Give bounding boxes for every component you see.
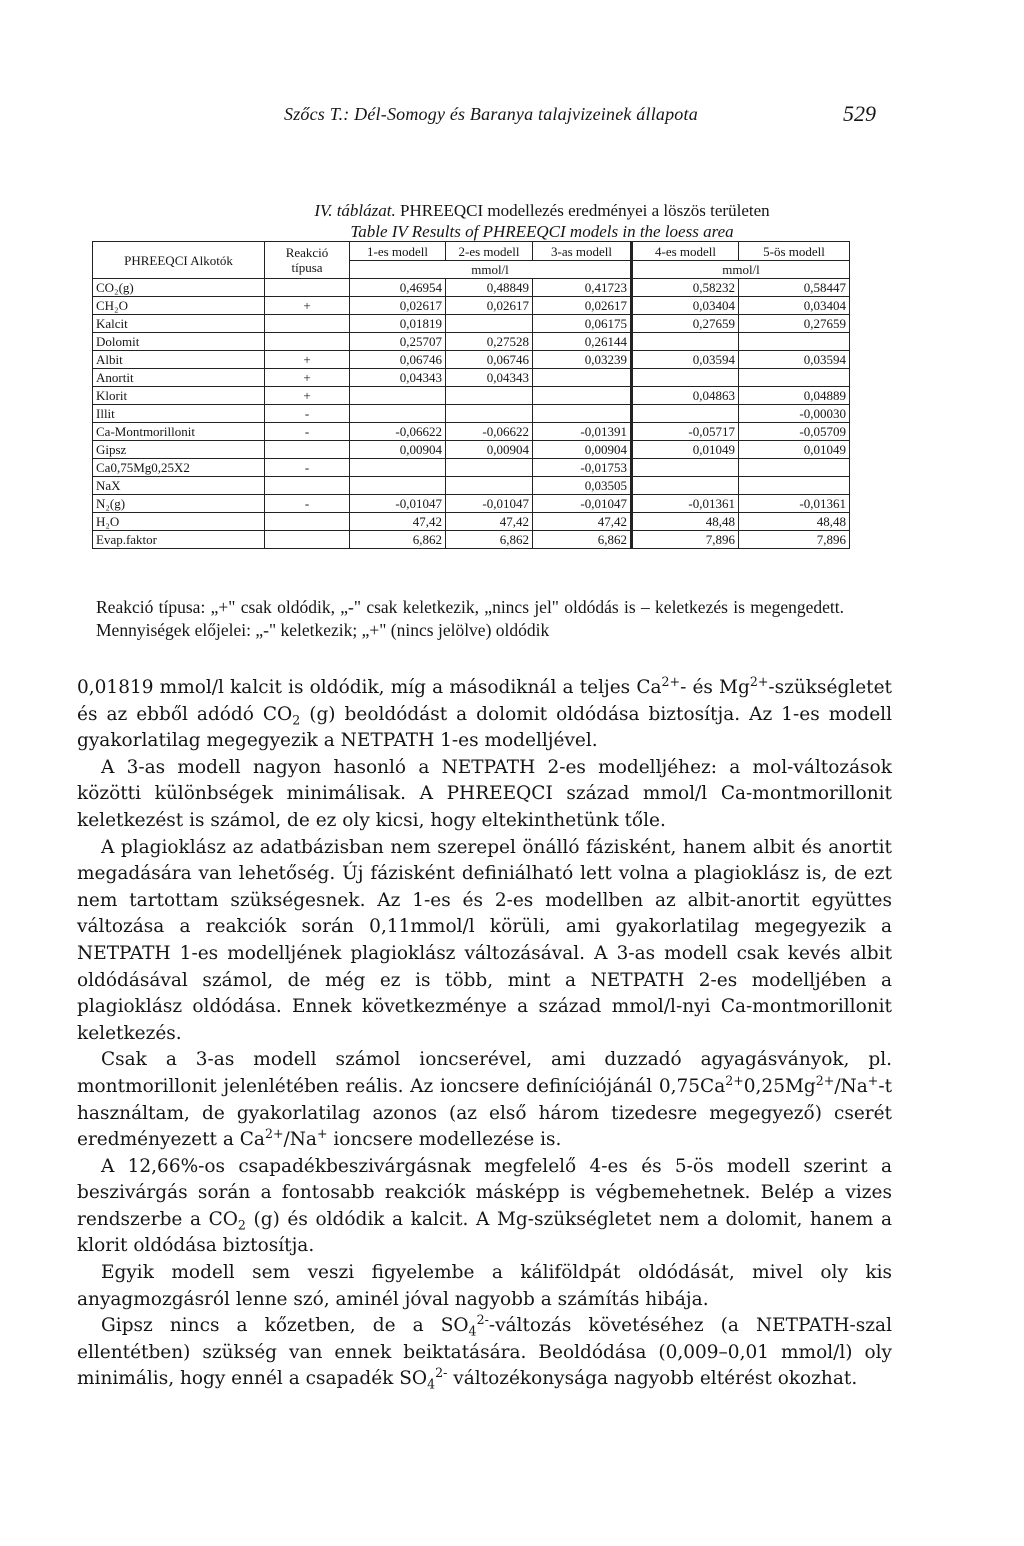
header-reaction-type [265,242,350,279]
cell-model-2 [446,315,533,333]
cell-model-5: 48,48 [739,513,850,531]
cell-model-4: 0,27659 [632,315,739,333]
cell-model-5: 0,04889 [739,387,850,405]
cell-model-1: 47,42 [350,513,446,531]
cell-name: CH₂O [93,297,265,315]
cell-model-4: 0,03594 [632,351,739,369]
table-row [93,315,850,333]
cell-model-4: 48,48 [632,513,739,531]
cell-model-5 [739,477,850,495]
table-row [93,513,850,531]
cell-model-2: 6,862 [446,531,533,549]
page-number: 529 [843,101,876,126]
cell-reaction-type: + [265,369,350,387]
cell-reaction-type: - [265,459,350,477]
table-caption [0,201,1024,221]
cell-name: Ca-Montmorillonit [93,423,265,441]
cell-model-5: 7,896 [739,531,850,549]
table-row [93,405,850,423]
cell-model-4: -0,01361 [632,495,739,513]
cell-reaction-type [265,333,350,351]
cell-model-2 [446,405,533,423]
paragraph-4 [77,1047,892,1153]
cell-name: Dolomit [93,333,265,351]
cell-name: Albit [93,351,265,369]
table-row [93,423,850,441]
cell-model-3: -0,01047 [533,495,632,513]
cell-model-3: 0,26144 [533,333,632,351]
cell-model-5: 0,03404 [739,297,850,315]
p4-sup-2: 2+ [815,1072,835,1088]
cell-model-3: 47,42 [533,513,632,531]
p1-sub-1: 2 [292,712,301,728]
cell-model-5 [739,459,850,477]
cell-model-5: 0,01049 [739,441,850,459]
cell-model-3: 0,00904 [533,441,632,459]
p1-text-b: - és Mg [680,677,750,698]
cell-model-2: 0,27528 [446,333,533,351]
cell-name: CO₂(g) [93,279,265,297]
table-row [93,495,850,513]
header-unit-b: mmol/l [632,261,850,279]
cell-name: Evap.faktor [93,531,265,549]
paragraph-2: A 3-as modell nagyon hasonló a NETPATH 2-es modelljéhez: a mol-változások közötti különbségek minimálisak. A PHREEQCI század mmol/l Ca-montmorillonit keletkezést is számol, de ez oly kicsi, hogy eltekinthetünk tőle. [77,756,892,831]
p7-text-c: változékonysága nagyobb eltérést okozhat. [447,1368,858,1390]
p4-text-d: -t használtam, de gyakorlatilag azonos (az első három tizedesre megegyező) cserét eredményezett a Ca [77,1075,892,1151]
cell-model-4 [632,405,739,423]
cell-model-2 [446,387,533,405]
table-row [93,333,850,351]
cell-model-4: 0,58232 [632,279,739,297]
cell-name: Gipsz [93,441,265,459]
paragraph-7 [77,1313,892,1393]
cell-model-1: 0,46954 [350,279,446,297]
table-note: Reakció típusa: „+" csak oldódik, „-" csak keletkezik, „nincs jel" oldódás is – keletkezés is megengedett. Mennyiségek előjelei: „-" keletkezik; „+" (nincs jelölve) oldódik [96,597,844,640]
cell-model-2 [446,459,533,477]
p4-text-f: ioncsere modellezése is. [327,1129,562,1151]
cell-model-4: 7,896 [632,531,739,549]
cell-name: Anortit [93,369,265,387]
cell-reaction-type: + [265,297,350,315]
cell-model-5: 0,03594 [739,351,850,369]
cell-model-1: 0,06746 [350,351,446,369]
table-row [93,297,850,315]
cell-model-5: -0,05709 [739,423,850,441]
cell-model-4 [632,459,739,477]
cell-model-3 [533,387,632,405]
cell-model-5 [739,369,850,387]
cell-model-4 [632,333,739,351]
cell-model-2 [446,477,533,495]
cell-name: Ca0,75Mg0,25X2 [93,459,265,477]
p7-sub-1: 4 [468,1323,477,1339]
cell-reaction-type: - [265,405,350,423]
cell-reaction-type: - [265,423,350,441]
p1-sup-2: 2+ [749,673,769,689]
cell-model-3: -0,01753 [533,459,632,477]
p7-sup-1: 2- [476,1312,489,1328]
header-model-2: 2-es modell [446,242,533,261]
p7-sup-2: 2- [435,1365,448,1381]
cell-reaction-type [265,513,350,531]
cell-model-4 [632,369,739,387]
cell-model-4 [632,477,739,495]
cell-model-2: 0,06746 [446,351,533,369]
cell-model-3 [533,405,632,423]
p4-text-c: /Na [834,1075,868,1097]
cell-model-1: 0,04343 [350,369,446,387]
cell-model-5: 0,58447 [739,279,850,297]
p1-sup-1: 2+ [661,673,681,689]
cell-model-3: 0,41723 [533,279,632,297]
running-title: Szőcs T.: Dél-Somogy és Baranya talajvizeinek állapota [284,104,698,124]
header-model-4: 4-es modell [632,242,739,261]
cell-name: H₂O [93,513,265,531]
cell-name: Kalcit [93,315,265,333]
cell-model-1 [350,405,446,423]
table-row [93,351,850,369]
cell-model-2: 0,04343 [446,369,533,387]
p1-text-d: (g) beoldódást a dolomit oldódása biztosítja. Az 1-es modell gyakorlatilag megegyezik a NETPATH 1-es modelljével. [77,703,892,752]
cell-model-2: 0,48849 [446,279,533,297]
p4-text-e: /Na [283,1129,317,1151]
cell-reaction-type [265,315,350,333]
table-row [93,531,850,549]
p1-text-a: 0,01819 mmol/l kalcit is oldódik, míg a másodiknál a teljes Ca [77,677,662,698]
paragraph-1 [77,675,892,755]
cell-model-1 [350,459,446,477]
table-row [93,477,850,495]
cell-model-4: 0,03404 [632,297,739,315]
header-reaction-sub: típusa [291,260,323,275]
header-reaction: Reakció [285,245,329,260]
cell-model-1: 0,00904 [350,441,446,459]
cell-reaction-type [265,531,350,549]
cell-model-2: -0,06622 [446,423,533,441]
p4-sup-3: + [867,1072,879,1088]
table-row [93,279,850,297]
cell-model-4: 0,01049 [632,441,739,459]
cell-model-1: -0,06622 [350,423,446,441]
header-model-5: 5-ös modell [739,242,850,261]
cell-reaction-type [265,477,350,495]
header-model-1: 1-es modell [350,242,446,261]
cell-model-5: -0,00030 [739,405,850,423]
p4-sup-1: 2+ [725,1072,744,1088]
cell-model-2: -0,01047 [446,495,533,513]
cell-model-1 [350,477,446,495]
cell-model-1: 0,02617 [350,297,446,315]
table-row [93,369,850,387]
cell-name: N₂(g) [93,495,265,513]
cell-model-3: 0,03505 [533,477,632,495]
cell-model-1: -0,01047 [350,495,446,513]
cell-name: Illit [93,405,265,423]
p7-text-b: -változás követéséhez (a NETPATH-szal ellentétben) szükség van ennek beiktatására. Beoldódása (0,009–0,01 mmol/l) oly minimális, hogy ennél a csapadék SO [77,1315,892,1390]
p4-text-a: Csak a 3-as modell számol ioncserével, ami duzzadó agyagásványok, pl. montmorillonit jelenlétében reális. Az ioncsere definíciójánál 0,75Ca [77,1049,892,1097]
p1-text-c: -szükségletet és az ebből adódó CO [77,677,892,725]
cell-name: NaX [93,477,265,495]
cell-model-2: 0,00904 [446,441,533,459]
cell-model-5 [739,333,850,351]
header-components: PHREEQCI Alkotók [93,242,265,279]
table-row [93,387,850,405]
caption-label: IV. táblázat. [314,201,396,220]
cell-reaction-type: + [265,351,350,369]
paragraph-5 [77,1154,892,1260]
cell-model-1: 6,862 [350,531,446,549]
p4-sup-5: + [316,1125,328,1141]
p7-sub-2: 4 [427,1377,436,1393]
cell-model-4: -0,05717 [632,423,739,441]
cell-name: Klorit [93,387,265,405]
body-text [77,675,892,1393]
cell-model-3: 0,03239 [533,351,632,369]
p4-text-b: 0,25Mg [743,1075,816,1097]
p5-text-b: (g) és oldódik a kalcit. A Mg-szükségletet nem a dolomit, hanem a klorit oldódása biztosítja. [77,1208,892,1257]
p4-sup-4: 2+ [264,1125,284,1141]
cell-model-2: 0,02617 [446,297,533,315]
cell-model-4: 0,04863 [632,387,739,405]
cell-model-1: 0,01819 [350,315,446,333]
cell-reaction-type: - [265,495,350,513]
cell-model-1: 0,25707 [350,333,446,351]
paragraph-6: Egyik modell sem veszi figyelembe a káliföldpát oldódását, mivel oly kis anyagmozgásról lenne szó, aminél jóval nagyobb a számítás hibája. [77,1262,892,1310]
header-model-3: 3-as modell [533,242,632,261]
paragraph-3: A plagioklász az adatbázisban nem szerepel önálló fázisként, hanem albit és anortit megadására van lehetőség. Új fázisként definiálható lett volna a plagioklász is, de ezt nem tartottam szükségesnek. Az 1-es és 2-es modellben az albit-anortit együttes változása a reakciók során 0,11mmol/l körüli, ami gyakorlatilag megegyezik a NETPATH 1-es modelljének plagioklász változásával. A 3-as modell csak kevés albit oldódásával számol, de még ez is több, mint a NETPATH 2-es modelljében a plagioklász oldódása. Ennek következménye a század mmol/l-nyi Ca-montmorillonit keletkezés. [77,836,892,1044]
table-row [93,441,850,459]
table-row [93,459,850,477]
caption-title-en: Table IV Results of PHREEQCI models in the loess area [350,222,734,241]
cell-reaction-type: + [265,387,350,405]
p7-text-a: Gipsz nincs a kőzetben, de a SO [101,1315,469,1337]
cell-model-3: 0,06175 [533,315,632,333]
cell-model-3 [533,369,632,387]
p5-sub-1: 2 [237,1217,246,1233]
cell-reaction-type [265,279,350,297]
table-body [93,279,850,549]
cell-model-3: -0,01391 [533,423,632,441]
cell-model-3: 6,862 [533,531,632,549]
caption-title-hu: PHREEQCI modellezés eredményei a löszös területen [400,201,770,220]
results-table [92,241,850,549]
cell-model-5: 0,27659 [739,315,850,333]
cell-model-2: 47,42 [446,513,533,531]
header-unit-a: mmol/l [350,261,632,279]
cell-model-5: -0,01361 [739,495,850,513]
p5-text-a: A 12,66%-os csapadékbeszivárgásnak megfelelő 4-es és 5-ös modell szerint a beszivárgás során a fontosabb reakciók másképp is végbemehetnek. Belép a vizes rendszerbe a CO [77,1155,892,1230]
cell-model-3: 0,02617 [533,297,632,315]
cell-model-1 [350,387,446,405]
cell-reaction-type [265,441,350,459]
